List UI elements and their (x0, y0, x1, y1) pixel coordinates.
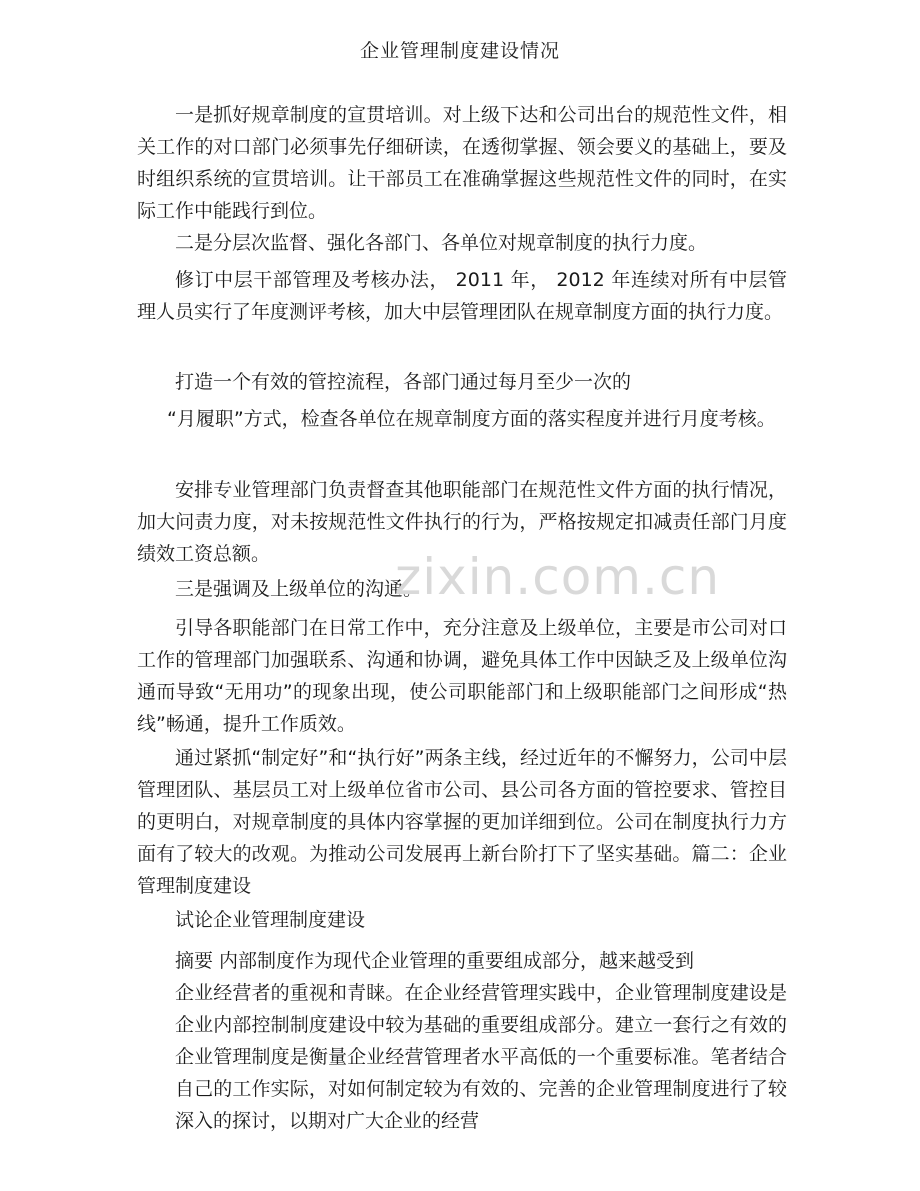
paragraph-7: 三是强调及上级单位的沟通。 (175, 578, 423, 600)
paragraph-11: 摘要 内部制度作为现代企业管理的重要组成部分，越来越受到 (175, 950, 695, 972)
paragraph-6: 安排专业管理部门负责督查其他职能部门在规范性文件方面的执行情况，加大问责力度，对未按规范性文件执行的行为，严格按规定扣减责任部门月度绩效工资总额。 (137, 479, 787, 565)
paragraph-1: 一是抓好规章制度的宣贯培训。对上级下达和公司出台的规范性文件，相关工作的对口部门必须事先仔细研读，在透彻掌握、领会要义的基础上，要及时组织系统的宣贯培训。让干部员工在准确掌握这些规范性文件的同时，在实际工作中能践行到位。 (137, 104, 787, 222)
document-title: 企业管理制度建设情况 (359, 40, 560, 62)
paragraph-9: 通过紧抓“制定好”和“执行好”两条主线，经过近年的不懈努力，公司中层管理团队、基层员工对上级单位省市公司、县公司各方面的管控要求、管控目的更明白，对规章制度的具体内容掌握的更加详细到位。公司在制度执行力方面有了较大的改观。为推动公司发展再上新台阶打下了坚实基础。篇二：企业管理制度建设 (137, 747, 787, 897)
paragraph-4: 打造一个有效的管控流程，各部门通过每月至少一次的 (175, 371, 632, 393)
paragraph-3: 修订中层干部管理及考核办法， 2011 年， 2012 年连续对所有中层管理人员实行了年度测评考核，加大中层管理团队在规章制度方面的执行力度。 (137, 269, 787, 323)
paragraph-12: 企业经营者的重视和青睐。在企业经营管理实践中，企业管理制度建设是企业内部控制制度建设中较为基础的重要组成部分。建立一套行之有效的企业管理制度是衡量企业经营管理者水平高低的一个重要标准。笔者结合自己的工作实际，对如何制定较为有效的、完善的企业管理制度进行了较深入的探讨，以期对广大企业的经营 (175, 982, 787, 1132)
paragraph-5: “月履职”方式，检查各单位在规章制度方面的落实程度并进行月度考核。 (167, 408, 776, 430)
watermark: zixin.com.cn (395, 548, 721, 606)
paragraph-10: 试论企业管理制度建设 (175, 909, 366, 931)
paragraph-2: 二是分层次监督、强化各部门、各单位对规章制度的执行力度。 (175, 232, 708, 254)
paragraph-8: 引导各职能部门在日常工作中，充分注意及上级单位，主要是市公司对口工作的管理部门加强联系、沟通和协调，避免具体工作中因缺乏及上级单位沟通而导致“无用功”的现象出现，使公司职能部门和上级职能部门之间形成“热线”畅通，提升工作质效。 (137, 617, 787, 735)
